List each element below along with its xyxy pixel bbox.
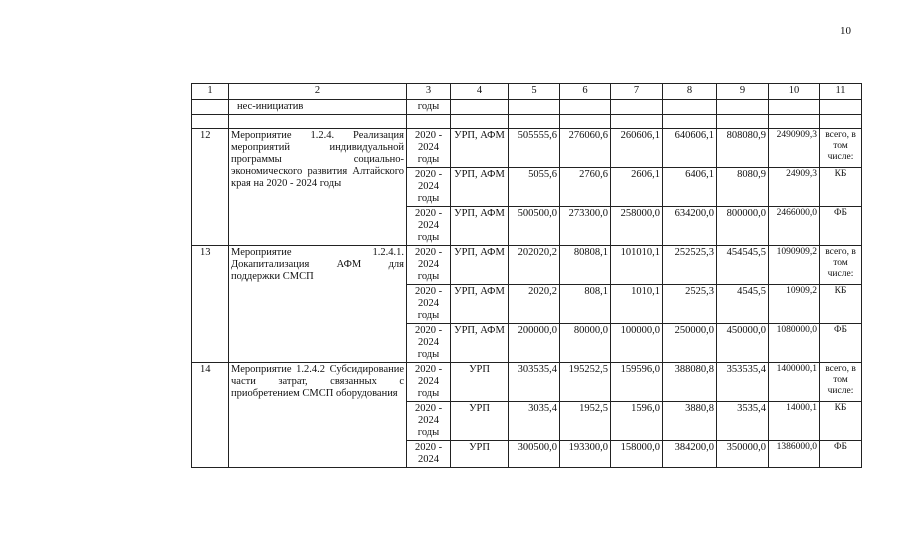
value-cell: 2020,2 (509, 285, 560, 324)
empty-cell (229, 115, 407, 129)
value-cell: 2606,1 (611, 168, 663, 207)
page-number: 10 (840, 25, 851, 37)
budget-table (191, 83, 862, 468)
value-cell: 5055,6 (509, 168, 560, 207)
value-cell: 3535,4 (717, 402, 769, 441)
period-cell: 2020 - 2024 годы (407, 246, 451, 285)
value-cell: 2525,3 (663, 285, 717, 324)
executor-cell: УРП, АФМ (451, 129, 509, 168)
value-cell: 24909,3 (769, 168, 820, 207)
empty-cell (192, 115, 229, 129)
empty-cell (717, 115, 769, 129)
value-cell: 808080,9 (717, 129, 769, 168)
empty-cell (611, 100, 663, 115)
value-cell: 500500,0 (509, 207, 560, 246)
value-cell: 634200,0 (663, 207, 717, 246)
funding-source-cell: ФБ (820, 207, 862, 246)
value-cell: 258000,0 (611, 207, 663, 246)
funding-source-cell: всего, в том числе: (820, 363, 862, 402)
empty-cell (509, 115, 560, 129)
header-cell: 4 (451, 84, 509, 100)
row-number: 12 (192, 129, 229, 246)
empty-cell (820, 115, 862, 129)
empty-cell (717, 100, 769, 115)
empty-cell (663, 115, 717, 129)
value-cell: 1080000,0 (769, 324, 820, 363)
continuation-row (192, 100, 862, 115)
funding-source-cell: КБ (820, 285, 862, 324)
empty-cell (820, 100, 862, 115)
value-cell: 159596,0 (611, 363, 663, 402)
value-cell: 808,1 (560, 285, 611, 324)
period-cell: 2020 - 2024 годы (407, 168, 451, 207)
executor-cell: УРП, АФМ (451, 246, 509, 285)
executor-cell: УРП (451, 402, 509, 441)
period-cell: 2020 - 2024 годы (407, 129, 451, 168)
measure-name: Мероприятие 1.2.4. Реализация мероприятий индивидуальной программы социально-экономического развития Алтайского края на 2020 - 2024 годы (229, 129, 407, 246)
empty-cell (663, 100, 717, 115)
value-cell: 300500,0 (509, 441, 560, 468)
value-cell: 2466000,0 (769, 207, 820, 246)
value-cell: 80000,0 (560, 324, 611, 363)
period-cell: 2020 - 2024 годы (407, 402, 451, 441)
value-cell: 2760,6 (560, 168, 611, 207)
period-cell: годы (407, 100, 451, 115)
value-cell: 4545,5 (717, 285, 769, 324)
value-cell: 350000,0 (717, 441, 769, 468)
value-cell: 450000,0 (717, 324, 769, 363)
value-cell: 200000,0 (509, 324, 560, 363)
value-cell: 158000,0 (611, 441, 663, 468)
value-cell: 388080,8 (663, 363, 717, 402)
value-cell: 1596,0 (611, 402, 663, 441)
executor-cell: УРП, АФМ (451, 168, 509, 207)
header-row (192, 84, 862, 100)
value-cell: 353535,4 (717, 363, 769, 402)
value-cell: 454545,5 (717, 246, 769, 285)
period-cell: 2020 - 2024 годы (407, 363, 451, 402)
funding-source-cell: КБ (820, 168, 862, 207)
empty-cell (769, 100, 820, 115)
row-number: 14 (192, 363, 229, 468)
value-cell: 1010,1 (611, 285, 663, 324)
value-cell: 101010,1 (611, 246, 663, 285)
value-cell: 8080,9 (717, 168, 769, 207)
empty-cell (192, 100, 229, 115)
header-cell: 1 (192, 84, 229, 100)
empty-cell (560, 100, 611, 115)
empty-cell (560, 115, 611, 129)
executor-cell: УРП, АФМ (451, 324, 509, 363)
header-cell: 8 (663, 84, 717, 100)
value-cell: 1386000,0 (769, 441, 820, 468)
header-cell: 3 (407, 84, 451, 100)
executor-cell: УРП, АФМ (451, 207, 509, 246)
value-cell: 800000,0 (717, 207, 769, 246)
value-cell: 276060,6 (560, 129, 611, 168)
funding-source-cell: КБ (820, 402, 862, 441)
header-cell: 11 (820, 84, 862, 100)
value-cell: 195252,5 (560, 363, 611, 402)
spacer-row (192, 115, 862, 129)
empty-cell (451, 115, 509, 129)
value-cell: 303535,4 (509, 363, 560, 402)
value-cell: 1952,5 (560, 402, 611, 441)
value-cell: 273300,0 (560, 207, 611, 246)
header-cell: 7 (611, 84, 663, 100)
value-cell: 202020,2 (509, 246, 560, 285)
table-row (192, 363, 862, 402)
value-cell: 80808,1 (560, 246, 611, 285)
funding-source-cell: всего, в том числе: (820, 129, 862, 168)
header-cell: 10 (769, 84, 820, 100)
value-cell: 100000,0 (611, 324, 663, 363)
header-cell: 6 (560, 84, 611, 100)
value-cell: 14000,1 (769, 402, 820, 441)
header-cell: 5 (509, 84, 560, 100)
value-cell: 10909,2 (769, 285, 820, 324)
table-row (192, 246, 862, 285)
value-cell: 1400000,1 (769, 363, 820, 402)
value-cell: 505555,6 (509, 129, 560, 168)
value-cell: 6406,1 (663, 168, 717, 207)
empty-cell (407, 115, 451, 129)
empty-cell (769, 115, 820, 129)
executor-cell: УРП (451, 363, 509, 402)
value-cell: 640606,1 (663, 129, 717, 168)
executor-cell: УРП (451, 441, 509, 468)
value-cell: 250000,0 (663, 324, 717, 363)
funding-source-cell: ФБ (820, 441, 862, 468)
measure-name: нес-инициатив (229, 100, 407, 115)
measure-name: Мероприятие 1.2.4.2 Субсидирование части затрат, связанных с приобретением СМСП оборудования (229, 363, 407, 468)
empty-cell (611, 115, 663, 129)
funding-source-cell: ФБ (820, 324, 862, 363)
value-cell: 3880,8 (663, 402, 717, 441)
value-cell: 252525,3 (663, 246, 717, 285)
value-cell: 260606,1 (611, 129, 663, 168)
row-number: 13 (192, 246, 229, 363)
executor-cell: УРП, АФМ (451, 285, 509, 324)
value-cell: 384200,0 (663, 441, 717, 468)
value-cell: 1090909,2 (769, 246, 820, 285)
header-cell: 9 (717, 84, 769, 100)
period-cell: 2020 - 2024 годы (407, 285, 451, 324)
value-cell: 2490909,3 (769, 129, 820, 168)
period-cell: 2020 - 2024 годы (407, 207, 451, 246)
header-cell: 2 (229, 84, 407, 100)
value-cell: 3035,4 (509, 402, 560, 441)
empty-cell (451, 100, 509, 115)
period-cell: 2020 - 2024 годы (407, 324, 451, 363)
funding-source-cell: всего, в том числе: (820, 246, 862, 285)
value-cell: 193300,0 (560, 441, 611, 468)
table-row (192, 129, 862, 168)
period-cell: 2020 - 2024 (407, 441, 451, 468)
measure-name: Мероприятие 1.2.4.1. Докапитализация АФМ для поддержки СМСП (229, 246, 407, 363)
empty-cell (509, 100, 560, 115)
